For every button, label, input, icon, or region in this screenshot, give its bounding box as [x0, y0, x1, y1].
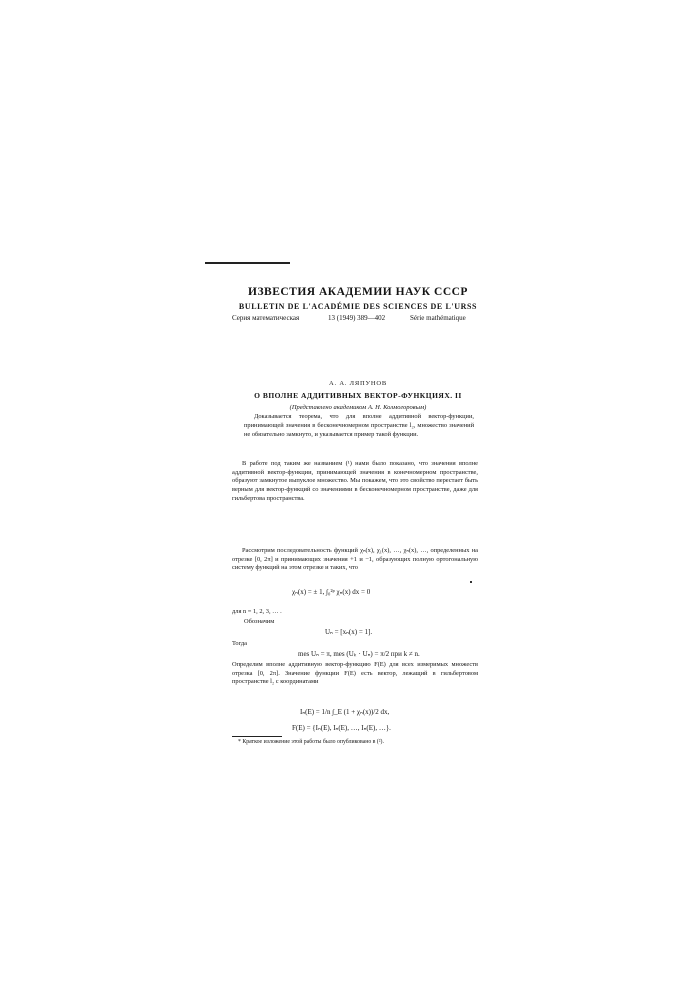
footnote-rule [232, 736, 282, 737]
equation-1: χₙ(x) = ± 1, ∫₀²ᵖ χₙ(x) dx = 0 [292, 588, 371, 596]
scan-speck [470, 581, 472, 583]
label-then: Тогда [232, 640, 248, 647]
equation-1-condition: для n = 1, 2, 3, … . [232, 608, 282, 615]
paragraph-2: Рассмотрим последовательность функций χₙ(x), χ₁(x), …, χₙ(x), …, определенных на отрезке [0, 2π] и принимающих значения +1 и −1, образующих полную ортогональную систему функций на этом отрезке и таких, что [232, 547, 478, 572]
journal-subtitle: BULLETIN DE L'ACADÉMIE DES SCIENCES DE L'URSS [238, 302, 478, 311]
paragraph-1: В работе под таким же названием (¹) нами было показано, что значения вполне аддитивной вектор-функции, принимающей значения в конечномерном пространстве, образуют замкнутое выпуклое множество. Мы покажем, что это свойство перестает быть верным для вектор-функций со значениями в бесконечномерном пространстве, даже для гильбертова пространства. [232, 460, 478, 502]
journal-title: ИЗВЕСТИЯ АКАДЕМИИ НАУК СССР [248, 286, 468, 298]
abstract: Доказывается теорема, что для вполне аддитивной вектор-функции, принимающей значения в бесконечномерном пространстве l₂, множество значений не обязательно замкнуто, и указывается пример такой функции. [244, 413, 474, 438]
paragraph-3: Определим вполне аддитивную вектор-функцию F(E) для всех измеримых множеств отрезка [0, 2π]. Значение функции F(E) есть вектор, лежащий в гильбертовом пространстве l₂ с координатами [232, 661, 478, 686]
equation-5: F(E) = {Iₙ(E), Iₙ(E), …, Iₙ(E), …}. [292, 724, 391, 732]
presented-by: (Представлено академиком А. Н. Колмогоровым) [289, 404, 427, 411]
article-title: О ВПОЛНЕ АДДИТИВНЫХ ВЕКТОР-ФУНКЦИЯХ. II [254, 391, 462, 400]
series-volume: 13 (1949) 389—402 [328, 314, 386, 322]
footnote: * Краткое изложение этой работы было опубликовано в (²). [238, 739, 384, 745]
author: А. А. ЛЯПУНОВ [328, 380, 388, 387]
series-right: Série mathématique [410, 314, 466, 322]
equation-3: mes Uₙ = π, mes (Uₖ · Uₙ) = π/2 при k ≠ n. [298, 650, 420, 658]
label-denote: Обозначим [244, 618, 275, 625]
equation-4: Iₙ(E) = 1/n ∫_E (1 + χₙ(x))/2 dx, [300, 708, 390, 716]
series-left: Серия математическая [232, 314, 300, 322]
header-rule [205, 262, 290, 264]
equation-2: Uₙ = [xₙ(x) = 1]. [325, 628, 373, 636]
